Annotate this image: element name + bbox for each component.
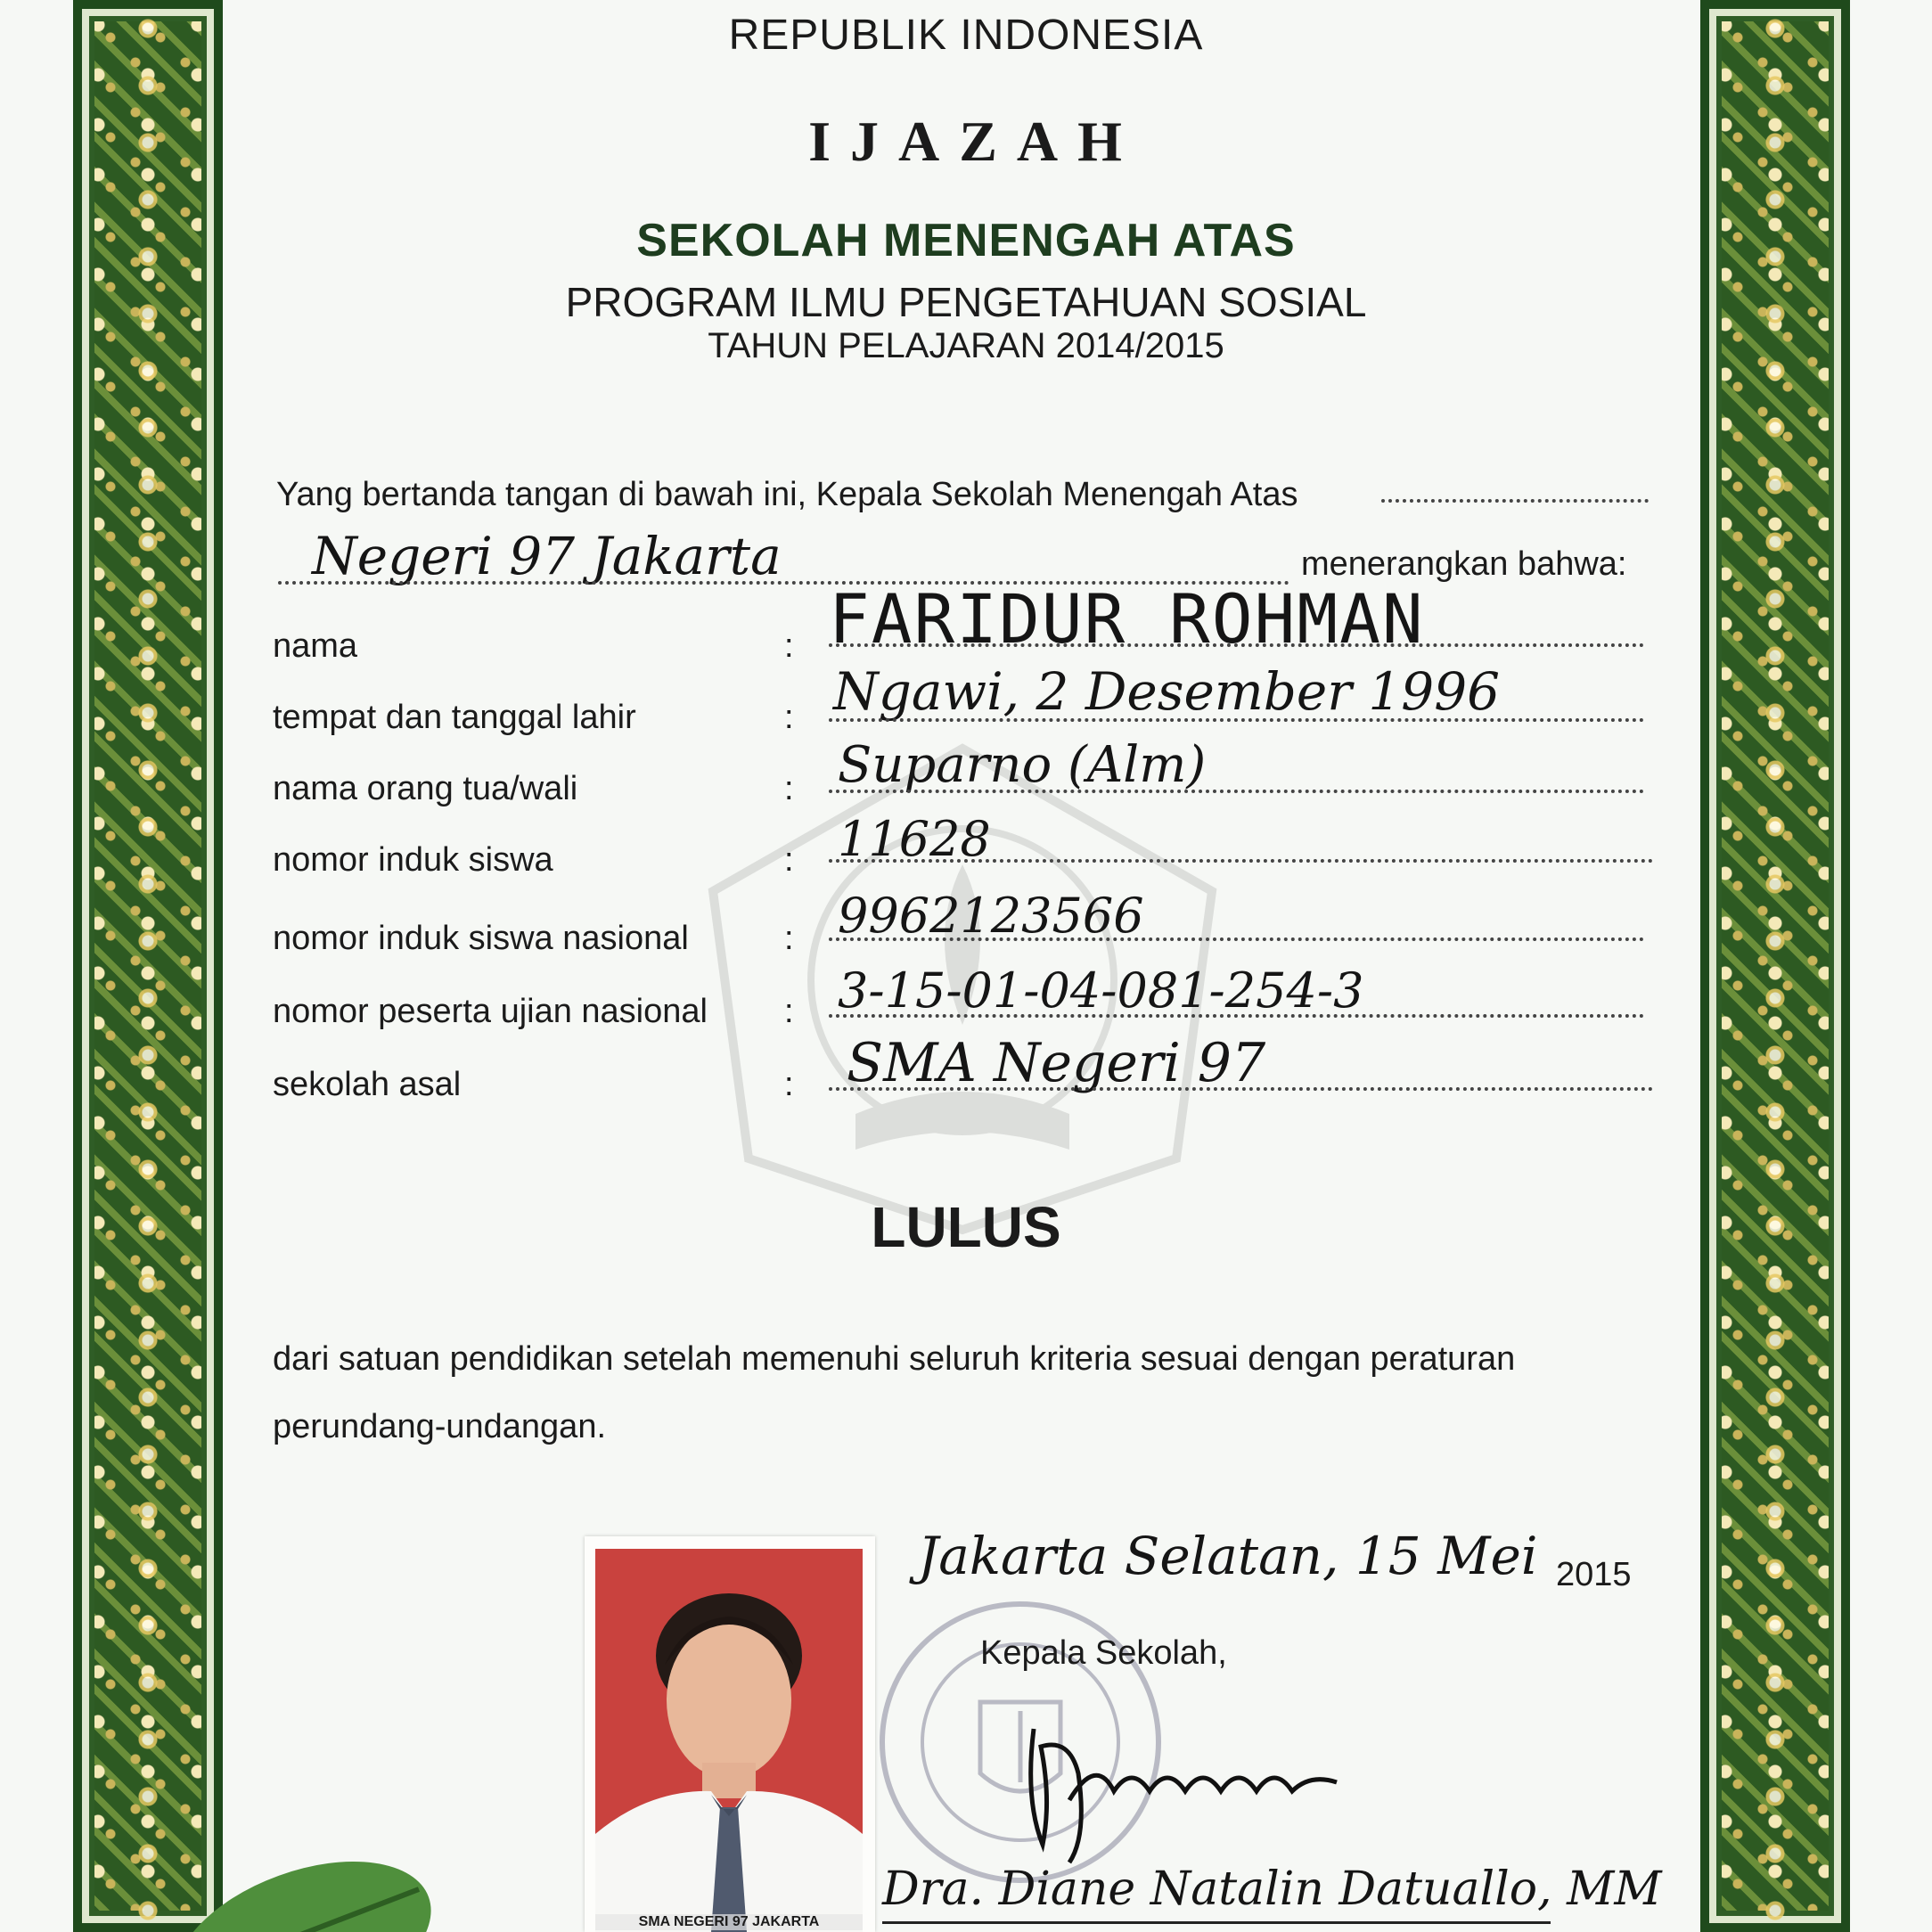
- field-dotted-line: [829, 790, 1644, 793]
- country-heading: REPUBLIK INDONESIA: [728, 12, 1204, 59]
- program-heading: PROGRAM ILMU PENGETAHUAN SOSIAL: [565, 279, 1367, 325]
- field-dotted-line: [829, 859, 1653, 863]
- field-label-nisn: nomor induk siswa nasional: [273, 920, 689, 957]
- field-colon: :: [784, 993, 794, 1030]
- closing-line-2: perundang-undangan.: [273, 1408, 607, 1445]
- field-colon: :: [784, 920, 794, 957]
- field-value-origin-school: SMA Negeri 97: [847, 1032, 1266, 1094]
- photo-caption: SMA NEGERI 97 JAKARTA: [595, 1914, 863, 1930]
- field-dotted-line: [829, 1087, 1653, 1091]
- field-label-name: nama: [273, 627, 358, 665]
- field-label-origin-school: sekolah asal: [273, 1066, 462, 1103]
- field-dotted-line: [829, 937, 1644, 941]
- field-value-nis: 11628: [838, 811, 991, 867]
- signer-underline: [882, 1921, 1551, 1924]
- document-title: IJAZAH: [808, 110, 1142, 173]
- intro-statement: Yang bertanda tangan di bawah ini, Kepala Sekolah Menengah Atas: [276, 476, 1298, 513]
- handwritten-signature: [1016, 1693, 1355, 1871]
- field-colon: :: [784, 770, 794, 807]
- field-dotted-line: [829, 718, 1644, 722]
- signer-name: Dra. Diane Natalin Datuallo, MM: [882, 1862, 1662, 1916]
- leaf-decoration: [125, 1836, 446, 1932]
- field-value-birth: Ngawi, 2 Desember 1996: [833, 661, 1500, 722]
- student-portrait-illustration: [595, 1549, 863, 1932]
- field-value-exam-number: 3-15-01-04-081-254-3: [838, 962, 1364, 1019]
- field-label-parent: nama orang tua/wali: [273, 770, 578, 807]
- result-status: LULUS: [871, 1195, 1061, 1259]
- field-value-name: FARIDUR ROHMAN: [829, 579, 1425, 659]
- intro-dotted-line: [1381, 499, 1649, 503]
- academic-year: TAHUN PELAJARAN 2014/2015: [708, 326, 1224, 365]
- school-level-heading: SEKOLAH MENENGAH ATAS: [636, 215, 1296, 266]
- signer-role: Kepala Sekolah,: [980, 1634, 1227, 1672]
- field-dotted-line: [829, 643, 1644, 647]
- field-value-nisn: 9962123566: [838, 888, 1144, 944]
- field-label-exam-number: nomor peserta ujian nasional: [273, 993, 708, 1030]
- field-colon: :: [784, 1066, 794, 1103]
- closing-line-1: dari satuan pendidikan setelah memenuhi seluruh kriteria sesuai dengan peraturan: [273, 1340, 1516, 1378]
- student-photo: [595, 1549, 863, 1932]
- field-colon: :: [784, 841, 794, 879]
- field-label-birth: tempat dan tanggal lahir: [273, 699, 636, 736]
- school-name-handwritten: Negeri 97 Jakarta: [312, 526, 782, 586]
- field-label-nis: nomor induk siswa: [273, 841, 553, 879]
- signature-year: 2015: [1556, 1556, 1632, 1593]
- place-date-handwritten: Jakarta Selatan, 15 Mei: [918, 1526, 1538, 1586]
- field-colon: :: [784, 699, 794, 736]
- declares-text: menerangkan bahwa:: [1301, 545, 1627, 583]
- field-colon: :: [784, 627, 794, 665]
- field-dotted-line: [829, 1014, 1644, 1018]
- field-value-parent: Suparno (Alm): [838, 736, 1207, 794]
- student-photo-frame: [585, 1536, 875, 1932]
